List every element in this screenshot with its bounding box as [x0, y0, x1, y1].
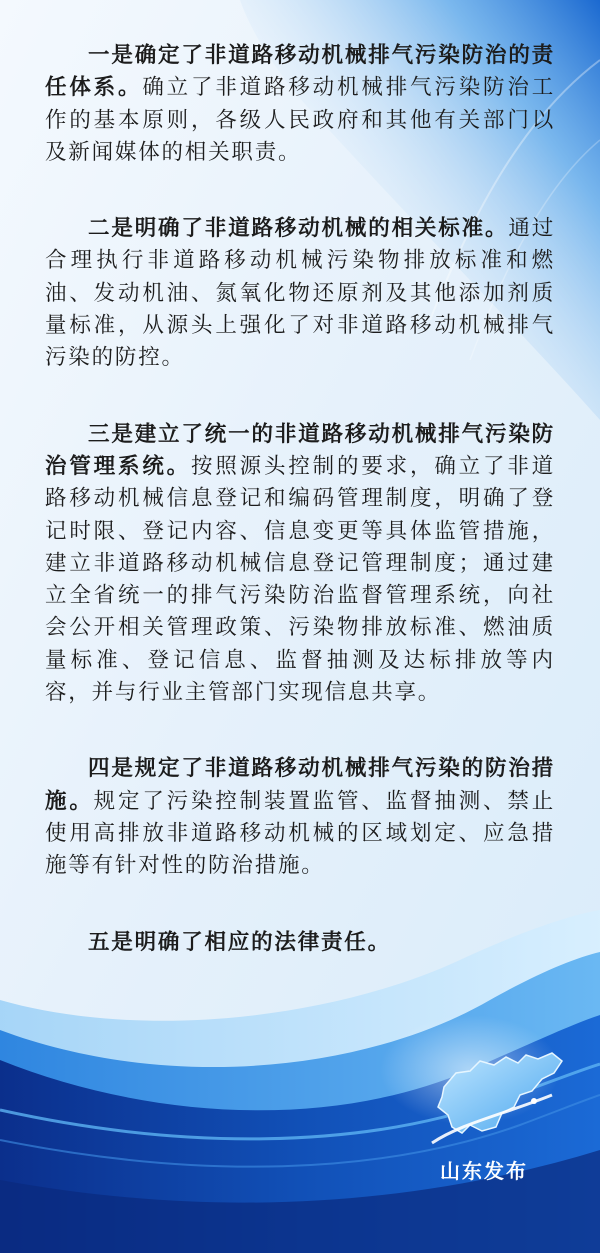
- paragraph-4-body: 规定了污染控制装置监管、监督抽测、禁止使用高排放非道路移动机械的区域划定、应急措施等有针对性的防治措施。: [45, 788, 555, 879]
- paragraph-5: [45, 927, 555, 959]
- paragraph-1-body: 确立了非道路移动机械排气污染防治工作的基本原则，各级人民政府和其他有关部门以及新闻媒体的相关职责。: [45, 75, 555, 165]
- paragraph-1: [45, 40, 555, 169]
- paragraph-2-lead: 二是明确了非道路移动机械的相关标准。: [88, 216, 509, 242]
- paragraph-5-lead: 五是明确了相应的法律责任。: [88, 929, 391, 955]
- paragraph-3-body: 按照源头控制的要求，确立了非道路移动机械信息登记和编码管理制度，明确了登记时限、登记内容、信息变更等具体监管措施，建立非道路移动机械信息登记管理制度；通过建立全省统一的排气污染防治监督管理系统，向社会公开相关管理政策、污染物排放标准、燃油质量标准、登记信息、监督抽测及达标排放等内容，并与行业主管部门实现信息共享。: [45, 453, 555, 706]
- paragraph-1-lead: 一是确定了非道路移动机械排气污染防治的责任体系。: [45, 43, 555, 101]
- paragraph-4: [45, 753, 555, 882]
- article-body: [45, 40, 555, 1003]
- paragraph-4-lead: 四是规定了非道路移动机械排气污染的防治措施。: [45, 756, 555, 814]
- paragraph-2-body: 通过合理执行非道路移动机械污染物排放标准和燃油、发动机油、氮氧化物还原剂及其他添加剂质量标准，从源头上强化了对非道路移动机械排气污染的防控。: [45, 216, 555, 371]
- paragraph-3-lead: 三是建立了统一的非道路移动机械排气污染防治管理系统。: [45, 421, 555, 479]
- shandong-map-icon: [422, 1035, 572, 1155]
- paragraph-3: [45, 419, 555, 710]
- shandong-release-logo: [422, 1035, 572, 1195]
- logo-label: 山东发布: [440, 1159, 528, 1183]
- paragraph-2: [45, 213, 555, 374]
